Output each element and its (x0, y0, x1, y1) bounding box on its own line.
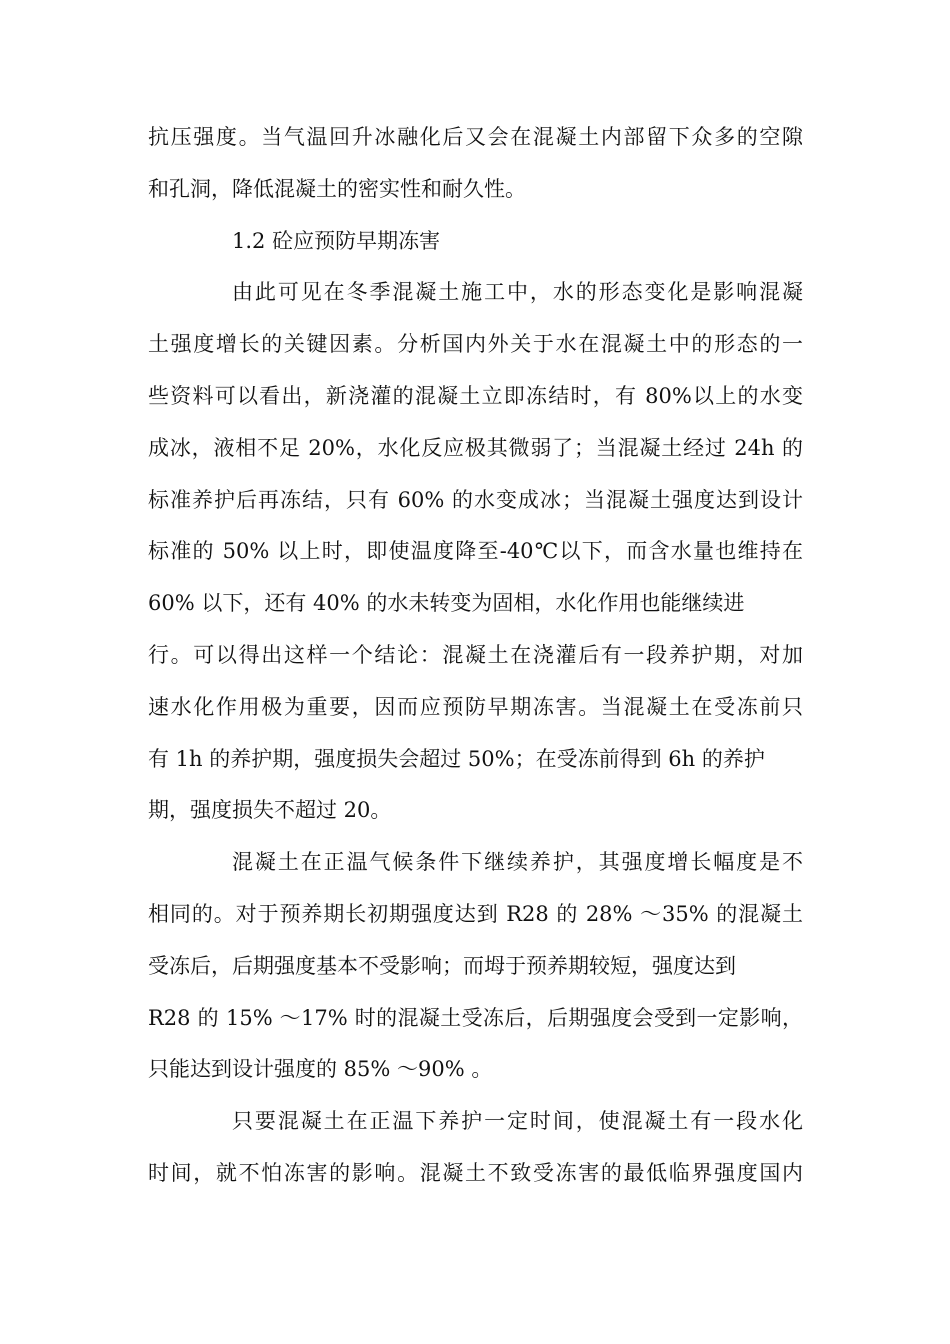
text-line: 相同的。对于预养期长初期强度达到 R28 的 28% ～35% 的混凝土 (148, 901, 803, 926)
text-line: 时间，就不怕冻害的影响。混凝土不致受冻害的最低临界强度国内 (148, 1160, 803, 1185)
text-line: R28 的 15% ～17% 时的混凝土受冻后，后期强度会受到一定影响， (148, 1005, 803, 1030)
text-line: 成冰，液相不足 20%，水化反应极其微弱了；当混凝土经过 24h 的 (148, 435, 803, 460)
text-line: 些资料可以看出，新浇灌的混凝土立即冻结时，有 80%以上的水变 (148, 383, 803, 408)
text-line: 只要混凝土在正温下养护一定时间，使混凝土有一段水化 (232, 1109, 803, 1134)
text-line: 土强度增长的关键因素。分析国内外关于水在混凝土中的形态的一 (148, 332, 803, 357)
text-line: 由此可见在冬季混凝土施工中，水的形态变化是影响混凝 (232, 280, 803, 305)
text-line: 行。可以得出这样一个结论：混凝土在浇灌后有一段养护期，对加 (148, 642, 803, 667)
text-line: 速水化作用极为重要，因而应预防早期冻害。当混凝土在受冻前只 (148, 694, 803, 719)
text-line: 标准养护后再冻结，只有 60% 的水变成冰；当混凝土强度达到设计 (148, 487, 803, 512)
text-line: 和孔洞，降低混凝土的密实性和耐久性。 (148, 176, 526, 201)
text-line: 只能达到设计强度的 85% ～90% 。 (148, 1057, 493, 1082)
text-line: 受冻后，后期强度基本不受影响；而坶于预养期较短，强度达到 (148, 953, 736, 978)
text-line: 混凝土在正温气候条件下继续养护，其强度增长幅度是不 (232, 850, 803, 875)
document-body (148, 112, 803, 1200)
text-line: 期，强度损失不超过 20。 (148, 798, 392, 823)
text-line: 标准的 50% 以上时，即使温度降至-40℃以下，而含水量也维持在 (148, 539, 803, 564)
text-line: 60% 以下，还有 40% 的水未转变为固相，水化作用也能继续进 (148, 591, 745, 616)
text-line: 有 1h 的养护期，强度损失会超过 50%；在受冻前得到 6h 的养护 (148, 746, 765, 771)
text-line: 抗压强度。当气温回升冰融化后又会在混凝土内部留下众多的空隙 (148, 125, 803, 149)
text-line: 1.2 砼应预防早期冻害 (232, 228, 441, 253)
